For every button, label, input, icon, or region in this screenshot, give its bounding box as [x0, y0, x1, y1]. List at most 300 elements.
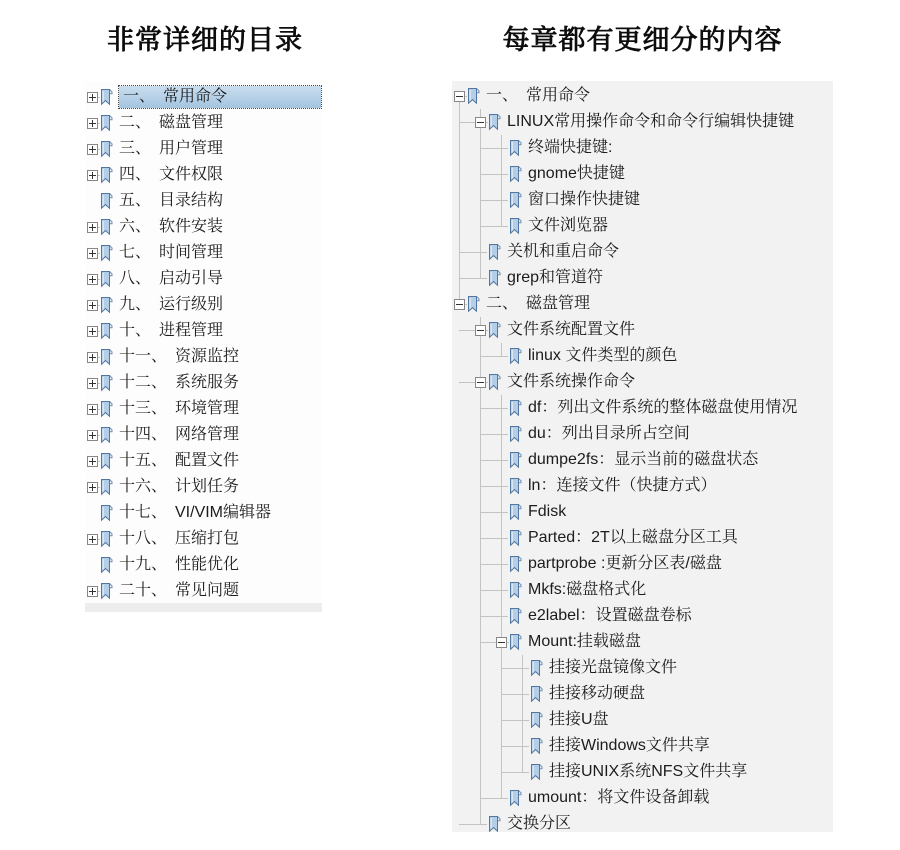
- tree-item-label: 五、 目录结构: [119, 192, 224, 209]
- tree-gutter: [495, 213, 508, 239]
- note-icon: [487, 815, 501, 832]
- tree-item-label: 文件系统配置文件: [507, 321, 636, 338]
- note-icon: [508, 477, 522, 495]
- note-icon: [529, 763, 543, 781]
- tree-gutter: [86, 318, 99, 344]
- collapse-icon[interactable]: [475, 325, 486, 336]
- tree-children: [474, 343, 833, 369]
- tree-gutter: [474, 317, 487, 343]
- note-icon: [99, 140, 113, 158]
- tree-node: [495, 785, 833, 811]
- tree-gutter: [495, 525, 508, 551]
- tree-gutter: [495, 395, 508, 421]
- tree-children: [495, 655, 833, 785]
- note-icon: [508, 477, 522, 495]
- tree-item[interactable]: [495, 525, 833, 551]
- note-icon: [99, 270, 113, 288]
- tree-node: [516, 655, 833, 681]
- tree-item[interactable]: [516, 655, 833, 681]
- tree-item[interactable]: [474, 109, 833, 135]
- tree-item-label: 三、 用户管理: [119, 140, 224, 157]
- tree-gutter: [86, 474, 99, 500]
- note-icon: [508, 555, 522, 573]
- tree-item-label: dumpe2fs：显示当前的磁盘状态: [528, 451, 759, 468]
- tree-gutter: [86, 162, 99, 188]
- tree-item-label: 文件系统操作命令: [507, 373, 636, 390]
- note-icon: [99, 374, 113, 392]
- tree-item[interactable]: [495, 447, 833, 473]
- tree-gutter: [495, 161, 508, 187]
- tree-gutter: [86, 422, 99, 448]
- note-icon: [99, 218, 113, 236]
- note-icon: [508, 789, 522, 807]
- tree-gutter: [86, 214, 99, 240]
- note-icon: [99, 192, 113, 210]
- tree-item-label: 二、 磁盘管理: [486, 295, 591, 312]
- tree-item-label: 一、 常用命令: [486, 87, 591, 104]
- note-icon: [487, 269, 501, 287]
- tree-children: [474, 135, 833, 239]
- tree-item[interactable]: [86, 318, 322, 344]
- tree-item-label: 挂接UNIX系统NFS文件共享: [549, 763, 748, 780]
- note-icon: [99, 478, 113, 496]
- tree-gutter: [86, 500, 99, 526]
- tree-node: [495, 343, 833, 369]
- tree-node: [86, 526, 322, 552]
- note-icon: [487, 113, 501, 131]
- tree-children: [474, 395, 833, 811]
- note-icon: [99, 192, 113, 210]
- note-icon: [508, 217, 522, 235]
- tree-item-label: 十四、 网络管理: [119, 426, 240, 443]
- tree-node: [495, 577, 833, 603]
- tree-item[interactable]: [86, 110, 322, 136]
- tree-item[interactable]: [474, 317, 833, 343]
- tree-item[interactable]: [495, 629, 833, 655]
- tree-node: [453, 83, 833, 291]
- note-icon: [99, 348, 113, 366]
- note-icon: [99, 556, 113, 574]
- note-icon: [99, 296, 113, 314]
- tree-gutter: [495, 785, 508, 811]
- tree-item-label: 十三、 环境管理: [119, 400, 240, 417]
- tree-node: [495, 161, 833, 187]
- note-icon: [508, 451, 522, 469]
- tree-item[interactable]: [86, 266, 322, 292]
- expand-icon[interactable]: [87, 456, 98, 467]
- expand-icon[interactable]: [87, 92, 98, 103]
- tree-node: [495, 525, 833, 551]
- tree-node: [495, 629, 833, 785]
- tree-item-label: 窗口操作快捷键: [528, 191, 641, 208]
- tree-item-label: df：列出文件系统的整体磁盘使用情况: [528, 399, 798, 416]
- tree-item-label: du：列出目录所占空间: [528, 425, 690, 442]
- tree-item-label: 文件浏览器: [528, 217, 609, 234]
- tree-item-label: e2label：设置磁盘卷标: [528, 607, 692, 624]
- tree-item-label: 挂接移动硬盘: [549, 685, 646, 702]
- expand-icon[interactable]: [87, 430, 98, 441]
- tree-node: [495, 473, 833, 499]
- expand-icon[interactable]: [87, 482, 98, 493]
- note-icon: [529, 685, 543, 703]
- note-icon: [99, 166, 113, 184]
- tree-item[interactable]: [86, 292, 322, 318]
- tree-gutter: [86, 344, 99, 370]
- tree-item-label: 十、 进程管理: [119, 322, 224, 339]
- tree-item[interactable]: [474, 811, 833, 832]
- tree-item-label: 十九、 性能优化: [119, 556, 240, 573]
- expand-icon[interactable]: [87, 404, 98, 415]
- tree-item[interactable]: [495, 421, 833, 447]
- tree-gutter: [86, 240, 99, 266]
- note-icon: [529, 737, 543, 755]
- expand-icon[interactable]: [87, 534, 98, 545]
- tree-node: [86, 578, 322, 604]
- note-icon: [508, 789, 522, 807]
- tree-item-label: 十一、 资源监控: [119, 348, 240, 365]
- note-icon: [466, 295, 480, 313]
- tree-item[interactable]: [516, 681, 833, 707]
- tree-item[interactable]: [86, 500, 322, 526]
- note-icon: [508, 165, 522, 183]
- tree-gutter: [86, 396, 99, 422]
- tree-gutter: [86, 448, 99, 474]
- note-icon: [99, 114, 113, 132]
- tree-item[interactable]: [86, 188, 322, 214]
- tree-item[interactable]: [495, 577, 833, 603]
- note-icon: [99, 140, 113, 158]
- note-icon: [508, 555, 522, 573]
- note-icon: [487, 373, 501, 391]
- tree-node: [516, 707, 833, 733]
- tree-gutter: [495, 499, 508, 525]
- tree-node: [516, 759, 833, 785]
- tree-node: [86, 370, 322, 396]
- tree-node: [86, 552, 322, 578]
- tree-children: [453, 317, 833, 832]
- tree-gutter: [86, 578, 99, 604]
- note-icon: [487, 373, 501, 391]
- note-icon: [466, 87, 480, 105]
- tree-gutter: [516, 655, 529, 681]
- note-icon: [508, 581, 522, 599]
- tree-node: [474, 369, 833, 811]
- tree-node: [86, 240, 322, 266]
- tree-node: [86, 110, 322, 136]
- tree-item-label: 六、 软件安装: [119, 218, 224, 235]
- tree-item[interactable]: [86, 448, 322, 474]
- note-icon: [487, 321, 501, 339]
- tree-item-label: 关机和重启命令: [507, 243, 620, 260]
- tree-item[interactable]: [86, 344, 322, 370]
- tree-item[interactable]: [495, 395, 833, 421]
- note-icon: [99, 426, 113, 444]
- note-icon: [508, 425, 522, 443]
- note-icon: [466, 87, 480, 105]
- collapse-icon[interactable]: [475, 117, 486, 128]
- note-icon: [99, 504, 113, 522]
- note-icon: [99, 88, 113, 106]
- note-icon: [99, 322, 113, 340]
- note-icon: [487, 243, 501, 261]
- tree-gutter: [453, 83, 466, 109]
- note-icon: [487, 321, 501, 339]
- tree-node: [495, 447, 833, 473]
- tree-node: [453, 291, 833, 832]
- note-icon: [508, 503, 522, 521]
- note-icon: [99, 400, 113, 418]
- note-icon: [99, 88, 113, 106]
- note-icon: [508, 425, 522, 443]
- tree-node: [474, 239, 833, 265]
- note-icon: [508, 191, 522, 209]
- tree-item[interactable]: [453, 83, 833, 109]
- tree-item[interactable]: [86, 214, 322, 240]
- tree-item[interactable]: [86, 552, 322, 578]
- tree-node: [516, 733, 833, 759]
- tree-node: [86, 266, 322, 292]
- collapse-icon[interactable]: [496, 637, 507, 648]
- tree-item-label: 十五、 配置文件: [119, 452, 240, 469]
- tree-gutter: [86, 526, 99, 552]
- tree-item[interactable]: [495, 161, 833, 187]
- tree-item-label: Mkfs:磁盘格式化: [528, 581, 647, 598]
- tree-gutter: [86, 370, 99, 396]
- tree-node: [86, 448, 322, 474]
- note-icon: [487, 815, 501, 832]
- tree-node: [495, 551, 833, 577]
- tree-item[interactable]: [495, 343, 833, 369]
- tree-gutter: [453, 291, 466, 317]
- tree-node: [86, 344, 322, 370]
- left-column-title: 非常详细的目录: [107, 25, 303, 55]
- note-icon: [99, 114, 113, 132]
- tree-item-label: 十八、 压缩打包: [119, 530, 240, 547]
- note-icon: [508, 139, 522, 157]
- note-icon: [99, 582, 113, 600]
- tree-node: [86, 136, 322, 162]
- note-icon: [99, 244, 113, 262]
- tree-item[interactable]: [495, 473, 833, 499]
- note-icon: [529, 737, 543, 755]
- expand-icon[interactable]: [87, 326, 98, 337]
- tree-node: [86, 500, 322, 526]
- note-icon: [99, 530, 113, 548]
- tree-node: [86, 318, 322, 344]
- note-icon: [99, 452, 113, 470]
- tree-item-label: 四、 文件权限: [119, 166, 224, 183]
- tree-item-label: 九、 运行级别: [119, 296, 224, 313]
- tree-item-label: umount：将文件设备卸载: [528, 789, 710, 806]
- tree-gutter: [86, 110, 99, 136]
- note-icon: [508, 607, 522, 625]
- note-icon: [487, 113, 501, 131]
- tree-node: [86, 214, 322, 240]
- tree-gutter: [495, 187, 508, 213]
- tree-item[interactable]: [495, 187, 833, 213]
- note-icon: [99, 478, 113, 496]
- toc-tree: [85, 82, 322, 604]
- note-icon: [529, 659, 543, 677]
- tree-gutter: [516, 733, 529, 759]
- note-icon: [508, 633, 522, 651]
- tree-item[interactable]: [516, 707, 833, 733]
- tree-gutter: [495, 135, 508, 161]
- tree-item[interactable]: [495, 785, 833, 811]
- tree-item-label: linux 文件类型的颜色: [528, 347, 678, 364]
- tree-item[interactable]: [474, 265, 833, 291]
- tree-node: [474, 811, 833, 832]
- tree-item[interactable]: [474, 239, 833, 265]
- expand-icon[interactable]: [87, 586, 98, 597]
- collapse-icon[interactable]: [454, 299, 465, 310]
- tree-gutter: [86, 266, 99, 292]
- tree-node: [86, 422, 322, 448]
- note-icon: [99, 348, 113, 366]
- tree-node: [495, 187, 833, 213]
- expand-icon[interactable]: [87, 222, 98, 233]
- expand-icon[interactable]: [87, 144, 98, 155]
- note-icon: [99, 244, 113, 262]
- tree-item[interactable]: [86, 84, 322, 110]
- tree-item-label: 十六、 计划任务: [119, 478, 240, 495]
- tree-item[interactable]: [86, 240, 322, 266]
- note-icon: [508, 529, 522, 547]
- note-icon: [99, 504, 113, 522]
- tree-children: [453, 109, 833, 291]
- right-column-title: 每章都有更细分的内容: [502, 25, 783, 55]
- tree-item[interactable]: [495, 499, 833, 525]
- tree-gutter: [86, 136, 99, 162]
- tree-item[interactable]: [86, 396, 322, 422]
- tree-item[interactable]: [516, 759, 833, 785]
- tree-item-label: partprobe :更新分区表/磁盘: [528, 555, 722, 572]
- tree-item-label: LINUX常用操作命令和命令行编辑快捷键: [507, 113, 795, 130]
- tree-gutter: [516, 707, 529, 733]
- tree-item-label: 十七、 VI/VIM编辑器: [119, 504, 272, 521]
- note-icon: [99, 296, 113, 314]
- note-icon: [529, 711, 543, 729]
- expand-icon[interactable]: [87, 248, 98, 259]
- tree-node: [495, 395, 833, 421]
- tree-item[interactable]: [86, 162, 322, 188]
- tree-node: [86, 474, 322, 500]
- tree-item[interactable]: [86, 526, 322, 552]
- note-icon: [487, 243, 501, 261]
- tree-item[interactable]: [495, 603, 833, 629]
- tree-item[interactable]: [86, 370, 322, 396]
- tree-gutter: [516, 681, 529, 707]
- tree-gutter: [495, 577, 508, 603]
- note-icon: [508, 633, 522, 651]
- tree-gutter: [495, 343, 508, 369]
- tree-node: [86, 84, 322, 110]
- tree-node: [495, 213, 833, 239]
- note-icon: [99, 426, 113, 444]
- expanded-tree-panel: [452, 81, 833, 832]
- expanded-tree: [452, 81, 833, 832]
- tree-node: [474, 109, 833, 239]
- tree-gutter: [495, 421, 508, 447]
- note-icon: [99, 452, 113, 470]
- tree-item[interactable]: [474, 369, 833, 395]
- tree-item[interactable]: [495, 551, 833, 577]
- note-icon: [508, 217, 522, 235]
- tree-item[interactable]: [495, 135, 833, 161]
- note-icon: [99, 166, 113, 184]
- tree-node: [86, 162, 322, 188]
- tree-gutter: [474, 369, 487, 395]
- tree-node: [474, 265, 833, 291]
- tree-gutter: [86, 292, 99, 318]
- tree-node: [495, 499, 833, 525]
- note-icon: [99, 400, 113, 418]
- tree-item[interactable]: [86, 136, 322, 162]
- collapse-icon[interactable]: [475, 377, 486, 388]
- note-icon: [99, 530, 113, 548]
- toc-tree-panel: [85, 82, 322, 612]
- tree-item[interactable]: [86, 474, 322, 500]
- collapse-icon[interactable]: [454, 91, 465, 102]
- tree-gutter: [495, 447, 508, 473]
- tree-item[interactable]: [86, 578, 322, 604]
- note-icon: [99, 582, 113, 600]
- tree-item-label: 挂接U盘: [549, 711, 609, 728]
- tree-item-label: ln：连接文件（快捷方式）: [528, 477, 717, 494]
- tree-item-label: 二、 磁盘管理: [119, 114, 224, 131]
- tree-item-label: 七、 时间管理: [119, 244, 224, 261]
- note-icon: [508, 503, 522, 521]
- tree-gutter: [495, 551, 508, 577]
- note-icon: [508, 347, 522, 365]
- expand-icon[interactable]: [87, 352, 98, 363]
- tree-gutter: [86, 84, 99, 110]
- expand-icon[interactable]: [87, 300, 98, 311]
- expand-icon[interactable]: [87, 118, 98, 129]
- tree-gutter: [474, 239, 487, 265]
- tree-gutter: [516, 759, 529, 785]
- expand-icon[interactable]: [87, 274, 98, 285]
- note-icon: [529, 711, 543, 729]
- horizontal-scrollbar[interactable]: [85, 603, 322, 612]
- note-icon: [529, 659, 543, 677]
- tree-item-label: 八、 启动引导: [119, 270, 224, 287]
- tree-gutter: [474, 265, 487, 291]
- tree-item[interactable]: [495, 213, 833, 239]
- note-icon: [508, 607, 522, 625]
- expand-icon[interactable]: [87, 378, 98, 389]
- note-icon: [99, 322, 113, 340]
- tree-item[interactable]: [86, 422, 322, 448]
- note-icon: [508, 347, 522, 365]
- tree-node: [86, 292, 322, 318]
- tree-gutter: [474, 109, 487, 135]
- tree-gutter: [495, 473, 508, 499]
- tree-node: [495, 603, 833, 629]
- tree-item-label: Fdisk: [528, 503, 567, 520]
- tree-item[interactable]: [453, 291, 833, 317]
- tree-item-label: 交换分区: [507, 815, 572, 832]
- tree-item-label: 二十、 常见问题: [119, 582, 240, 599]
- tree-item-label: 一、 常用命令: [119, 86, 321, 108]
- expand-icon[interactable]: [87, 170, 98, 181]
- note-icon: [508, 399, 522, 417]
- note-icon: [508, 139, 522, 157]
- tree-item[interactable]: [516, 733, 833, 759]
- tree-gutter: [495, 603, 508, 629]
- note-icon: [99, 218, 113, 236]
- tree-gutter: [495, 629, 508, 655]
